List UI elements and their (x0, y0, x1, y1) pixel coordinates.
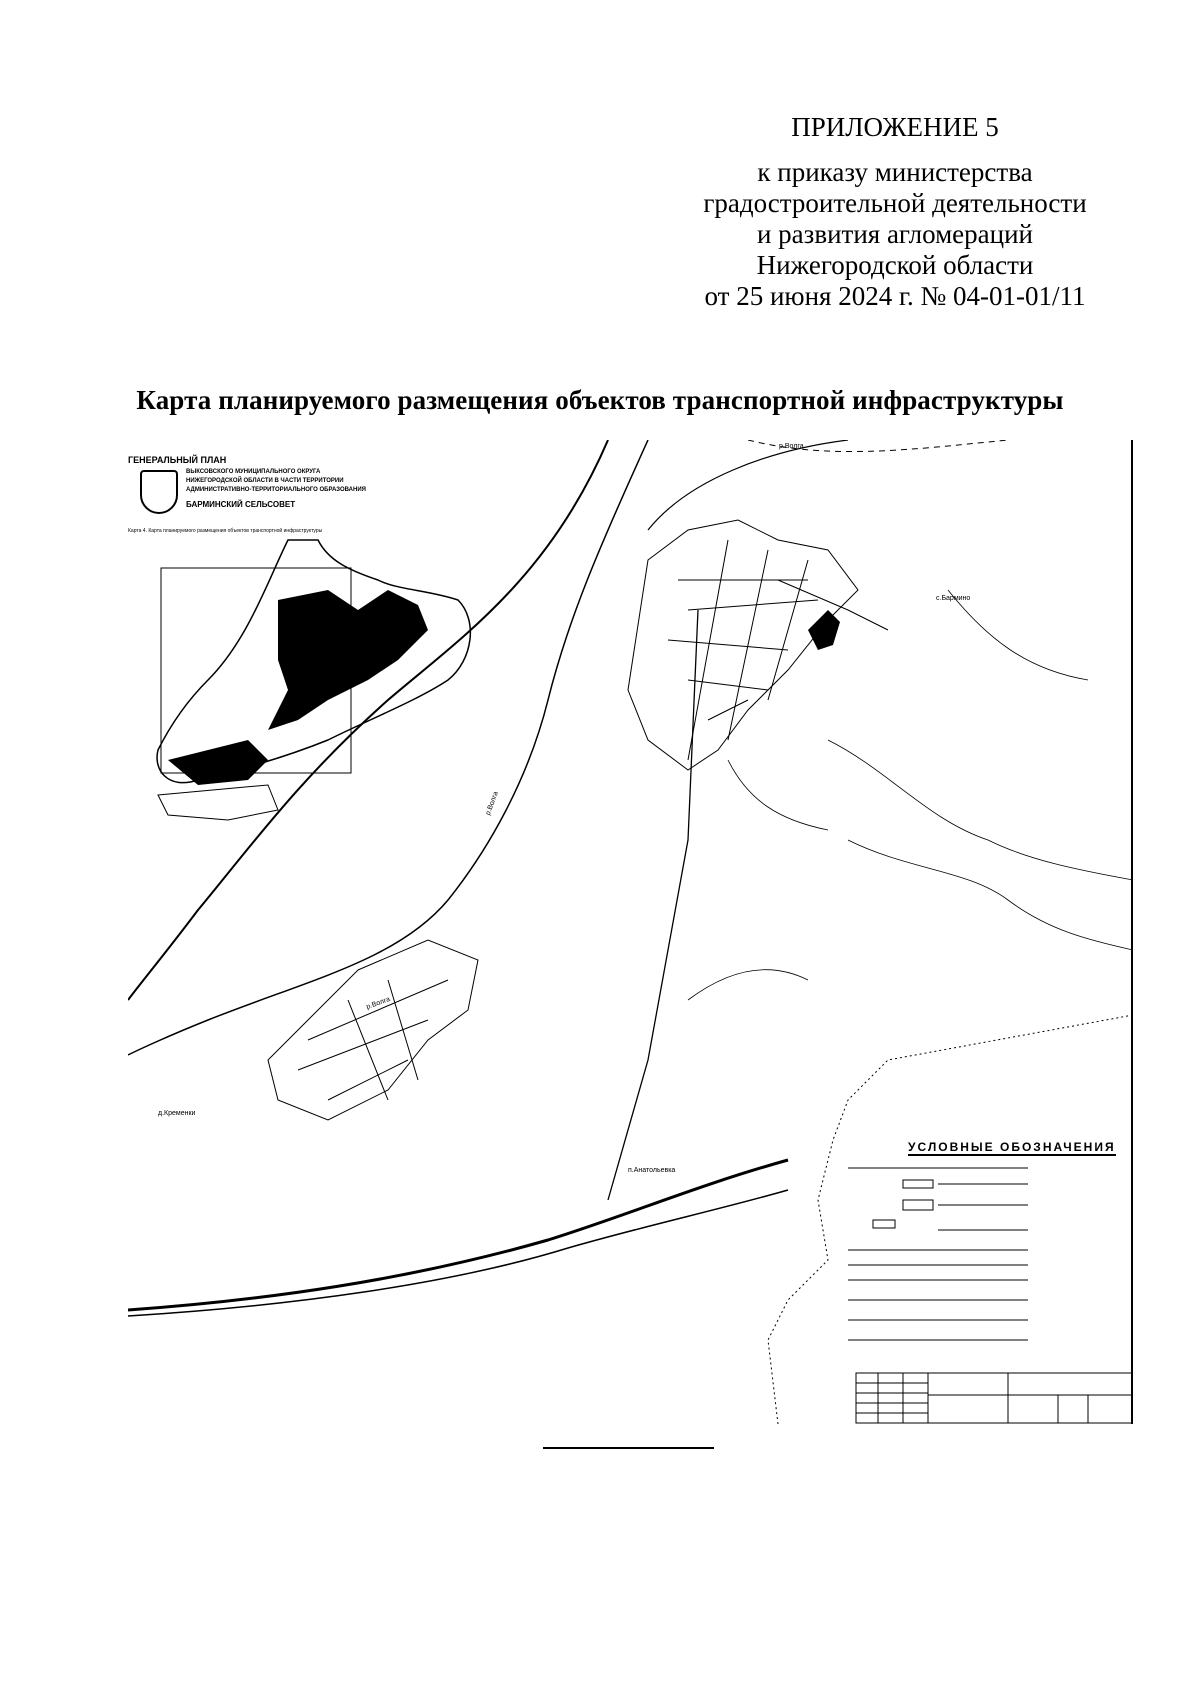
map-header-title: ГЕНЕРАЛЬНЫЙ ПЛАН (128, 455, 227, 465)
appendix-line: к приказу министерства (757, 157, 1033, 187)
emblem-icon (140, 470, 178, 514)
map-drawing (128, 440, 1133, 1424)
map-header-line: НИЖЕГОРОДСКОЙ ОБЛАСТИ В ЧАСТИ ТЕРРИТОРИИ (186, 478, 344, 484)
inset-map (157, 540, 470, 820)
map-header-line: АДМИНИСТРАТИВНО-ТЕРРИТОРИАЛЬНОГО ОБРАЗОВАНИЯ (186, 487, 366, 493)
appendix-line: Нижегородской области (756, 250, 1034, 280)
document-title: Карта планируемого размещения объектов транспортной инфраструктуры (136, 385, 1064, 415)
map-header-subtitle: БАРМИНСКИЙ СЕЛЬСОВЕТ (186, 500, 296, 509)
river-label: р.Волга (779, 443, 804, 450)
appendix-number: ПРИЛОЖЕНИЕ 5 (791, 112, 999, 142)
river-label: р.Волга (484, 790, 500, 817)
place-label: с.Бармино (936, 595, 971, 602)
appendix-line: градостроительной деятельности (703, 188, 1087, 218)
appendix-header (685, 112, 1105, 312)
legend-body (848, 1168, 1028, 1340)
place-label: д.Кременки (158, 1110, 196, 1117)
legend-title: УСЛОВНЫЕ ОБОЗНАЧЕНИЯ (908, 1140, 1116, 1154)
title-block (856, 1373, 1132, 1423)
appendix-line: от 25 июня 2024 г. № 04-01-01/11 (704, 281, 1086, 311)
separator-rule (543, 1447, 714, 1449)
appendix-line: и развития агломераций (756, 219, 1033, 249)
map-header-line: ВЫКСОВСКОГО МУНИЦИПАЛЬНОГО ОКРУГА (186, 469, 321, 475)
place-label: п.Анатольевка (628, 1167, 676, 1174)
map-figure (128, 440, 1133, 1424)
map-caption: Карта 4. Карта планируемого размещения объектов транспортной инфраструктуры (128, 528, 323, 534)
river-label: р.Волга (365, 995, 392, 1012)
